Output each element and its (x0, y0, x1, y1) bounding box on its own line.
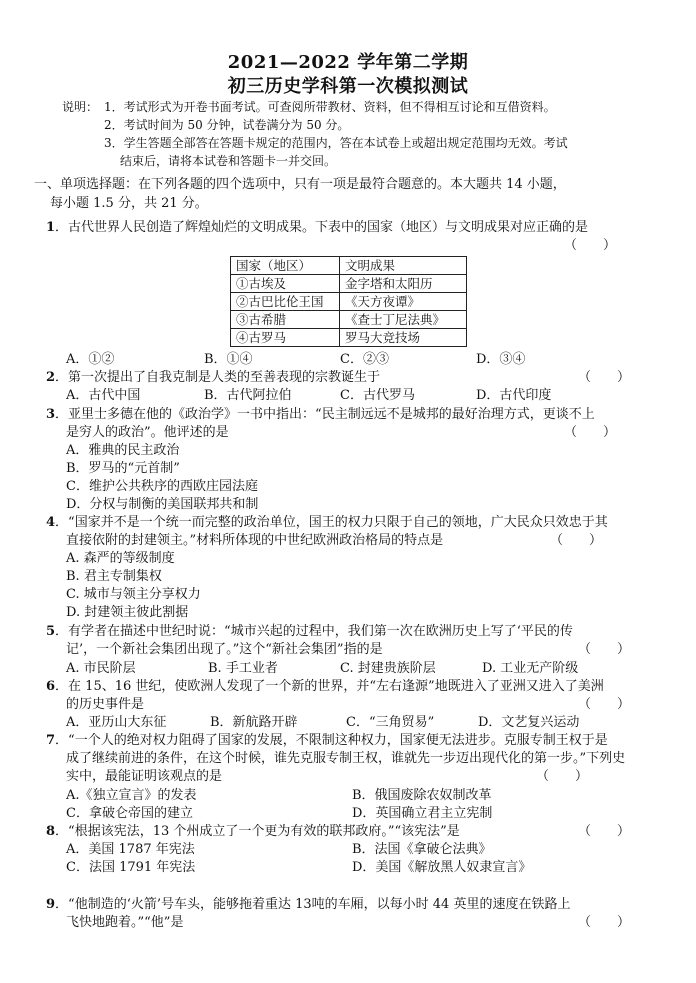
q7-option-a[interactable]: A.《独立宣言》的发表 (66, 788, 197, 803)
q5-stem-cont: 记’，一个新社会集团出现了。”这个“新社会集团”指的是 (66, 642, 383, 657)
q2-stem: 2．第一次提出了自我克制是人类的至善表现的宗教诞生于 (46, 370, 381, 385)
table-cell: 罗马大竞技场 (340, 329, 467, 347)
q4-stem: 4．“国家并不是一个统一而完整的政治单位，国王的权力只限于自己的领地，广大民众只效忠于其 (46, 515, 608, 530)
note-1: 1．考试形式为开卷书面考试。可查阅所带教材、资料，但不得相互讨论和互借资料。 (104, 100, 556, 114)
q8-stem: 8．“根据该宪法，13 个州成立了一个更为有效的联邦政府。”“该宪法”是 (46, 824, 460, 839)
q3-option-b[interactable]: B．罗马的“元首制” (66, 461, 180, 476)
q2-option-c[interactable]: C．古代罗马 (340, 388, 415, 403)
q4-answer-paren: （ ） (550, 533, 603, 548)
q2-option-d[interactable]: D．古代印度 (476, 388, 552, 403)
q8-option-a[interactable]: A．美国 1787 年宪法 (66, 842, 195, 857)
section-heading: 一、单项选择题：在下列各题的四个选项中，只有一项是最符合题意的。本大题共 14 小题， (34, 177, 566, 192)
note-3: 3．学生答题全部答在答题卡规定的范围内，答在本试卷上或超出规定范围均无效。考试 (104, 136, 568, 150)
q7-stem: 7．“一个人的绝对权力阻碍了国家的发展，不限制这种权力，国家便无法进步。克服专制王权于是 (46, 733, 608, 748)
table-cell: ④古罗马 (231, 329, 340, 347)
table-row (231, 311, 467, 329)
q4-stem-cont: 直接依附的封建领主。”材料所体现的中世纪欧洲政治格局的特点是 (66, 533, 444, 548)
q1-stem: 1．古代世界人民创造了辉煌灿烂的文明成果。下表中的国家（地区）与文明成果对应正确的是 (46, 220, 589, 235)
q7-stem-cont: 成了继续前进的条件，在这个时候，谁先克服专制王权，谁就先一步迈出现代化的第一步。”下列史 (66, 751, 626, 766)
table-header-cell: 国家（地区） (231, 257, 340, 275)
q2-option-b[interactable]: B．古代阿拉伯 (204, 388, 292, 403)
q8-option-c[interactable]: C．法国 1791 年宪法 (66, 860, 196, 875)
note-3-cont: 结束后，请将本试卷和答题卡一并交回。 (120, 154, 337, 168)
table-header-cell: 文明成果 (340, 257, 467, 275)
q6-stem-cont: 的历史事件是 (66, 697, 145, 712)
q9-stem-cont: 飞快地跑着。”“他”是 (66, 915, 184, 930)
table-row (231, 275, 467, 293)
q2-option-a[interactable]: A．古代中国 (66, 388, 141, 403)
q5-option-a[interactable]: A. 市民阶层 (66, 661, 136, 676)
q2-answer-paren: （ ） (578, 370, 631, 385)
table-cell: ②古巴比伦王国 (231, 293, 340, 311)
q5-answer-paren: （ ） (578, 642, 631, 657)
exam-title-year: 2021—2022 学年第二学期 (227, 52, 469, 73)
q8-option-d[interactable]: D．美国《解放黑人奴隶宣言》 (352, 860, 532, 875)
q5-stem: 5．有学者在描述中世纪时说：“城市兴起的过程中，我们第一次在欧洲历史上写了‘平民的传 (46, 624, 573, 639)
q5-option-b[interactable]: B. 手工业者 (208, 661, 278, 676)
q7-answer-paren: （ ） (536, 769, 589, 784)
q3-stem-cont: 是穷人的政治”。他评述的是 (66, 425, 229, 440)
q1-answer-paren: （ ） (564, 238, 617, 253)
table-cell: ①古埃及 (231, 275, 340, 293)
table-cell: 《天方夜谭》 (340, 293, 467, 311)
q9-stem: 9．“他制造的‘火箭’号车头，能够拖着重达 13吨的车厢，以每小时 44 英里的速度在铁路上 (46, 897, 571, 912)
q1-option-c[interactable]: C．②③ (340, 352, 389, 367)
q8-option-b[interactable]: B．法国《拿破仑法典》 (352, 842, 492, 857)
table-row (231, 293, 467, 311)
q1-option-a[interactable]: A．①② (66, 352, 115, 367)
q1-table (230, 256, 467, 347)
q7-option-c[interactable]: C．拿破仑帝国的建立 (66, 806, 193, 821)
table-row (231, 329, 467, 347)
exam-title-subject: 初三历史学科第一次模拟测试 (227, 76, 469, 97)
q7-stem-cont-2: 实中，最能证明该观点的是 (66, 769, 223, 784)
q1-option-b[interactable]: B．①④ (204, 352, 253, 367)
q6-answer-paren: （ ） (578, 697, 631, 712)
table-cell: 金字塔和太阳历 (340, 275, 467, 293)
q6-option-c[interactable]: C．“三角贸易” (346, 715, 435, 730)
q3-option-c[interactable]: C．维护公共秩序的西欧庄园法庭 (66, 479, 258, 494)
q9-answer-paren: （ ） (578, 915, 631, 930)
table-cell: 《查士丁尼法典》 (340, 311, 467, 329)
q3-stem: 3．亚里士多德在他的《政治学》一书中指出：“民主制远远不是城邦的最好治理方式，更谈不上 (46, 407, 595, 422)
q7-option-d[interactable]: D．英国确立君主立宪制 (352, 806, 493, 821)
q4-option-a[interactable]: A. 森严的等级制度 (66, 551, 175, 566)
q6-stem: 6．在 15、16 世纪，使欧洲人发现了一个新的世界，并“左右逢源”地既进入了亚洲又进入了美洲 (46, 679, 604, 694)
q7-option-b[interactable]: B．俄国废除农奴制改革 (352, 788, 492, 803)
section-heading-cont: 每小题 1.5 分，共 21 分。 (50, 196, 208, 211)
notes-label: 说明： (62, 100, 99, 114)
q3-option-a[interactable]: A．雅典的民主政治 (66, 443, 180, 458)
q1-option-d[interactable]: D．③④ (476, 352, 526, 367)
q4-option-c[interactable]: C. 城市与领主分享权力 (66, 587, 201, 602)
note-2: 2．考试时间为 50 分钟，试卷满分为 50 分。 (104, 118, 350, 132)
q6-option-a[interactable]: A．亚历山大东征 (66, 715, 167, 730)
q6-option-b[interactable]: B．新航路开辟 (210, 715, 298, 730)
q5-option-d[interactable]: D. 工业无产阶级 (482, 661, 579, 676)
q8-answer-paren: （ ） (578, 824, 631, 839)
table-header-row (231, 257, 467, 275)
table-cell: ③古希腊 (231, 311, 340, 329)
q6-option-d[interactable]: D．文艺复兴运动 (478, 715, 580, 730)
q4-option-d[interactable]: D. 封建领主彼此割据 (66, 605, 189, 620)
q3-answer-paren: （ ） (564, 425, 617, 440)
q3-option-d[interactable]: D．分权与制衡的美国联邦共和制 (66, 497, 259, 512)
q4-option-b[interactable]: B. 君主专制集权 (66, 569, 162, 584)
q5-option-c[interactable]: C. 封建贵族阶层 (340, 661, 436, 676)
